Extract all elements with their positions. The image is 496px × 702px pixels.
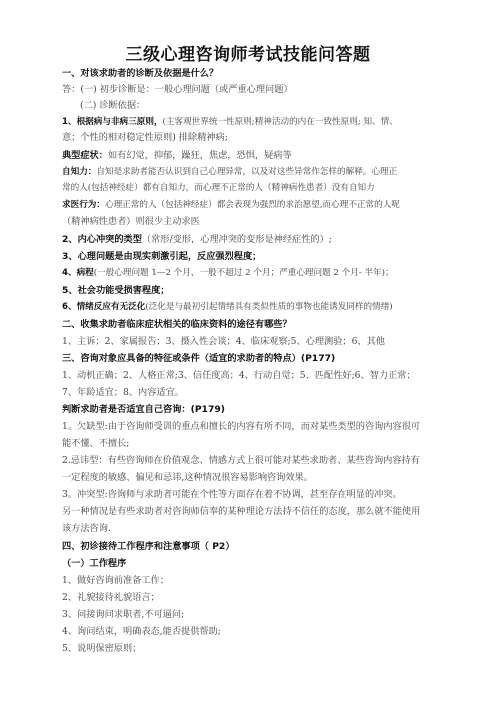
criteria-line: 意；个性的相对稳定性原则) 排除精神病;	[62, 132, 228, 143]
subheading: 判断求助者是否适宜自己咨询：(P179)	[62, 404, 225, 415]
answer-line: 另一种情况是有些求助者对咨询师信奉的某种理论方法持不信任的态度，那么就不能使用	[62, 506, 421, 517]
answer-line: 一定程度的敏感、偏见和忌讳,这种情况很容易影响咨询效果。	[62, 472, 313, 483]
criteria-line: 常的人(包括神经症）都有自知力，而心理不正常的人（精神病性患者）没有自知力	[62, 183, 375, 193]
answer-line: 1、动机正确；2、人格正常;3、信任度高；4、行动自觉；5、匹配性好;6、智力正常；	[62, 370, 416, 381]
criteria-line: 自知力：自知是求助者能否认识到自己心理异常，以及对这些异常作怎样的解释。心理正	[62, 167, 398, 177]
heading-q3: 三、咨询对象应具备的特征或条件（适宜的求助者的特点）(P177)	[62, 353, 336, 364]
criteria-line: 2、内心冲突的类型（常形/变形，心理冲突的变形是神经症性的）;	[62, 234, 332, 245]
list-item: 3、问接询问求职者,不可逼问;	[62, 609, 185, 620]
answer-line: 1。欠缺型:由于咨询师受训的重点和擅长的内容有所不同，而对某些类型的咨询内容很可	[62, 421, 421, 432]
subheading: （一）工作程序	[62, 558, 127, 569]
criteria-line: 4、病程(一般心理问题 1—2 个月，一般不超过 2 个月；严重心理问题 2 个月- 半年)；	[62, 268, 394, 278]
criteria-line: 典型症状：如有幻觉，抑郁，躁狂，焦虑，恐惧，疑病等	[62, 150, 292, 161]
answer-line: (二) 诊断依据：	[80, 100, 146, 111]
answer-line: 能不懂、不擅长;	[62, 438, 130, 449]
list-item: 2、礼貌接待礼貌语言；	[62, 592, 160, 603]
answer-line: 答：(一) 初步诊断是：一般心理问题（或严重心理问题）	[62, 84, 293, 95]
criteria-line: 3、心理问题是由现实刺激引起，反应强烈程度；	[62, 251, 262, 262]
criteria-line: 1、根据病与非病三原则，(主客观世界统一性原则;精神活动的内在一致性原则; 知、情、	[62, 117, 398, 127]
criteria-line: 求医行为：心理正常的人（包括神经症）都会表现为强烈的求治愿望,而心理不正常的人呢	[62, 200, 400, 210]
heading-q2: 二、收集求助者临床症状相关的临床资料的途径有哪些？	[62, 319, 292, 330]
document-title: 三级心理咨询师考试技能问答题	[125, 45, 371, 65]
list-item: 1、做好咨询前准备工作；	[62, 575, 169, 586]
criteria-line: （精神病性患者）则很少主动求医	[62, 216, 200, 227]
criteria-line: 6、情绪反应有无泛化(泛化是与最初引起情绪具有类似性质的事物也能诱发同样的情绪)	[62, 302, 393, 312]
answer-line: 该方法咨询.	[62, 523, 111, 534]
answer-line: 7、年龄适宜；8、内容适宜。	[62, 387, 184, 398]
heading-q1: 一、对该求助者的诊断及依据是什么？	[62, 68, 219, 79]
heading-q4: 四、初诊接待工作程序和注意事项（ P2）	[62, 541, 235, 552]
criteria-line: 5、社会功能受损害程度；	[62, 285, 170, 296]
list-item: 5、说明保密原则；	[62, 643, 142, 654]
answer-line: 2.忌讳型：有些咨询师在价值观念、情感方式上很可能对某些求助者、某些咨询内容持有	[62, 455, 420, 466]
answer-line: 3。冲突型:咨询师与求助者可能在个性等方面存在着不协调，甚至存在明显的冲突。	[62, 489, 402, 500]
list-item: 4、询问结束，明确表态,能否提供帮助;	[62, 626, 221, 637]
answer-line: 1、主诉；2、家属报告；3、摄入性会谈；4、临床观察;5、心理测验；6、其他	[62, 336, 385, 347]
